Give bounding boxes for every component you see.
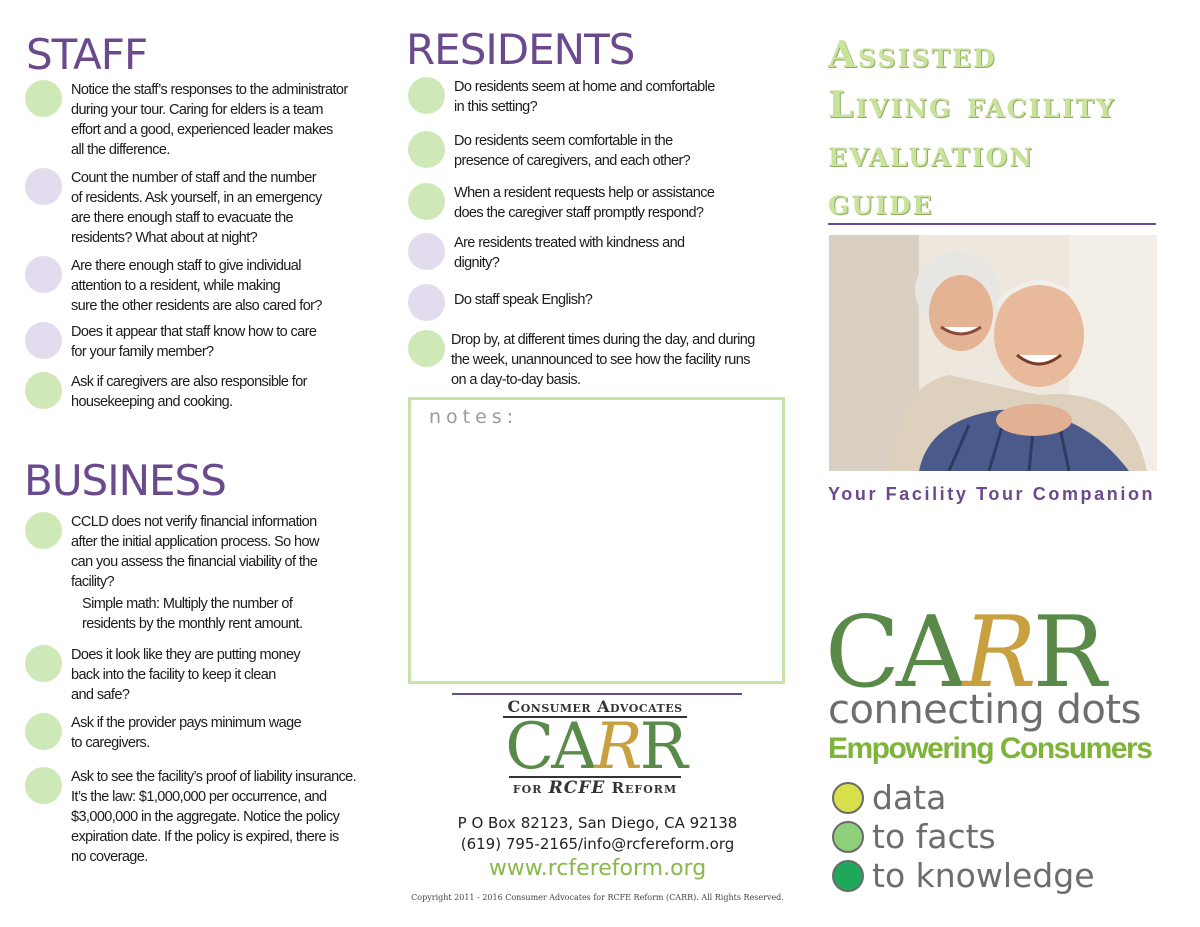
staff-item-text: Ask if caregivers are also responsible for housekeeping and cooking.	[71, 374, 307, 410]
staff-item	[25, 322, 316, 362]
business-item-text: Does it look like they are putting money back into the facility to keep it clean and safe?	[71, 647, 301, 703]
business-heading: BUSINESS	[24, 456, 226, 505]
residents-item-text: When a resident requests help or assistance does the caregiver staff promptly respond?	[454, 185, 715, 221]
dot-knowledge-icon	[832, 860, 864, 892]
brand-dot-label: to facts	[872, 817, 996, 856]
business-item	[25, 645, 300, 705]
bullet-dot-icon	[25, 767, 62, 804]
bullet-dot-icon	[25, 80, 62, 117]
staff-item-text: Count the number of staff and the number of residents. Ask yourself, in an emergency are there enough staff to evacuate the residents? What about at night?	[71, 170, 322, 246]
bullet-dot-icon	[408, 233, 445, 270]
residents-item	[408, 233, 685, 273]
org-top-text: Consumer Advocates	[503, 697, 686, 718]
bullet-dot-icon	[25, 512, 62, 549]
bullet-dot-icon	[408, 77, 445, 114]
residents-item	[408, 183, 714, 223]
bullet-dot-icon	[25, 256, 62, 293]
org-logo	[450, 697, 740, 798]
notes-box[interactable]	[408, 397, 785, 684]
org-address: P O Box 82123, San Diego, CA 92138	[457, 814, 738, 832]
residents-heading: RESIDENTS	[406, 25, 635, 74]
staff-item-text: Are there enough staff to give individual attention to a resident, while making sure the other residents are also cared for?	[71, 258, 322, 314]
bullet-dot-icon	[25, 645, 62, 682]
dot-data-icon	[832, 782, 864, 814]
brand-dot-row	[832, 817, 996, 856]
residents-item	[408, 77, 715, 117]
org-name	[505, 710, 685, 784]
org-rcfe: RCFE	[548, 778, 606, 798]
business-item	[25, 767, 356, 867]
copyright: Copyright 2011 - 2016 Consumer Advocates for RCFE Reform (CARR). All Rights Reserved.	[411, 893, 784, 902]
org-name-ca: CA	[505, 710, 595, 784]
cover-divider	[828, 223, 1156, 225]
bullet-dot-icon	[25, 713, 62, 750]
cover-title-line-4: guide	[828, 181, 934, 223]
residents-item	[408, 131, 690, 171]
staff-item-text: Does it appear that staff know how to care for your family member?	[71, 324, 317, 360]
org-reform: Reform	[611, 779, 678, 797]
cover-title-line-1: Assisted	[828, 34, 997, 76]
org-website[interactable]: www.rcfereform.org	[488, 856, 707, 881]
staff-item	[25, 168, 322, 248]
brand-name-r1: R	[962, 596, 1033, 710]
notes-label: notes:	[429, 406, 519, 428]
residents-item-text: Drop by, at different times during the day, and during the week, unannounced to see how the facility runs on a day-to-day basis.	[451, 332, 755, 388]
seniors-photo	[829, 235, 1157, 471]
dot-facts-icon	[832, 821, 864, 853]
residents-item-text: Do residents seem comfortable in the presence of caregivers, and each other?	[454, 133, 691, 169]
business-item	[25, 512, 319, 592]
brand-name-ca: CA	[825, 596, 963, 710]
residents-item-text: Are residents treated with kindness and dignity?	[454, 235, 685, 271]
cover-title-line-2: Living facility	[828, 84, 1116, 126]
brand-tagline-1: connecting dots	[828, 687, 1141, 733]
business-item-text: Ask to see the facility’s proof of liability insurance. It’s the law: $1,000,000 per occurrence, and $3,000,000 in the aggregate. Notice the policy expiration date. If the policy is expired, there is no coverage.	[71, 769, 357, 865]
bullet-dot-icon	[408, 330, 445, 367]
residents-item	[408, 330, 755, 390]
bullet-dot-icon	[408, 284, 445, 321]
staff-heading: STAFF	[26, 30, 148, 79]
brand-dot-label: to knowledge	[872, 856, 1095, 895]
org-name-r1: R	[594, 710, 640, 784]
brand-dot-row	[832, 856, 1095, 895]
brand-dot-label: data	[872, 778, 947, 817]
staff-item	[25, 372, 307, 412]
business-item	[25, 713, 301, 753]
business-item-text: CCLD does not verify financial information after the initial application process. So how can you assess the financial viability of the facility?	[71, 514, 319, 590]
bullet-dot-icon	[25, 322, 62, 359]
cover-subtitle: Your Facility Tour Companion	[828, 484, 1156, 504]
brand-dot-row	[832, 778, 946, 817]
residents-item-text: Do staff speak English?	[454, 292, 593, 308]
staff-item-text: Notice the staff’s responses to the administrator during your tour. Caring for elders is a team effort and a good, experienced leader makes all the difference.	[71, 82, 348, 158]
staff-item	[25, 80, 348, 160]
business-item-text: Ask if the provider pays minimum wage to caregivers.	[71, 715, 302, 751]
divider	[452, 693, 742, 695]
org-contact[interactable]: (619) 795-2165/info@rcfereform.org	[460, 835, 735, 853]
bullet-dot-icon	[408, 183, 445, 220]
staff-item	[25, 256, 322, 316]
residents-item-text: Do residents seem at home and comfortable in this setting?	[454, 79, 715, 115]
bullet-dot-icon	[25, 372, 62, 409]
business-note: Simple math: Multiply the number of residents by the monthly rent amount.	[82, 596, 303, 632]
org-name-r2: R	[639, 710, 685, 784]
cover-title-line-3: evaluation	[828, 133, 1035, 175]
residents-item	[408, 284, 592, 321]
org-for: for	[512, 779, 543, 797]
brand-name-r2: R	[1032, 596, 1103, 710]
bullet-dot-icon	[408, 131, 445, 168]
brand-tagline-2: Empowering Consumers	[828, 732, 1152, 765]
seniors-photo-illustration	[829, 235, 1157, 471]
bullet-dot-icon	[25, 168, 62, 205]
